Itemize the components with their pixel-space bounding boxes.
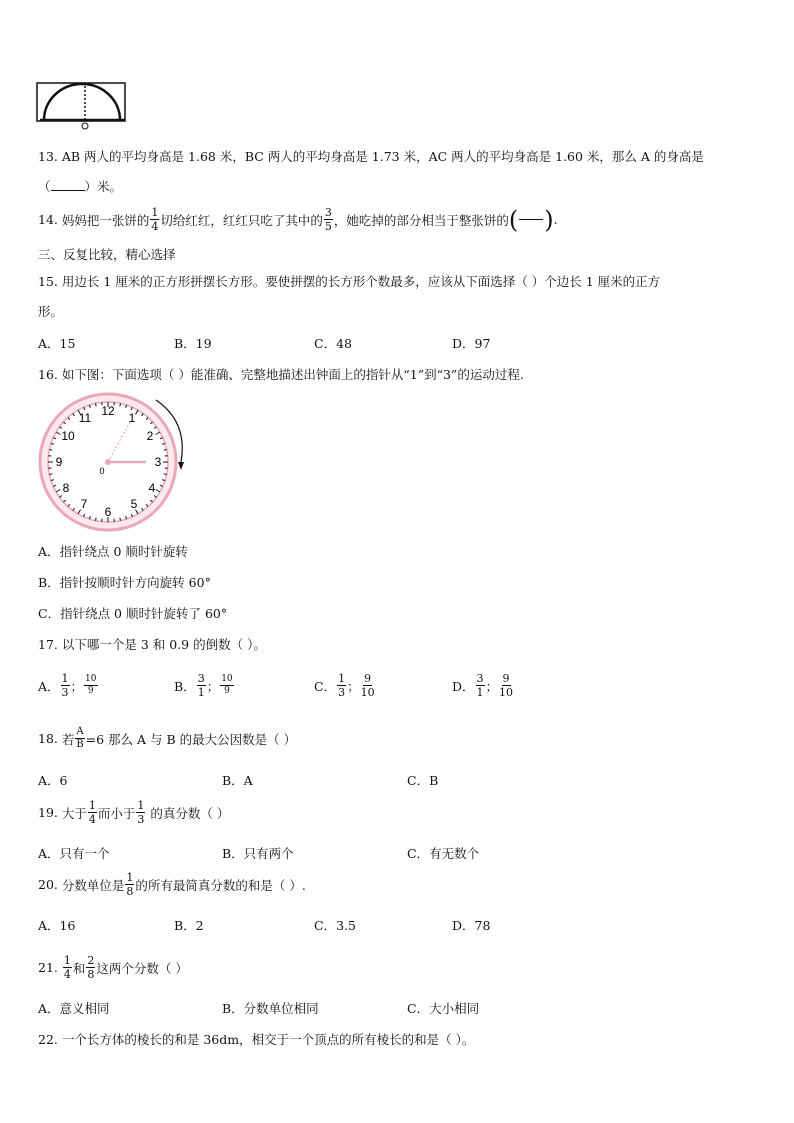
q19-option-c[interactable]: C．有无数个 — [407, 846, 480, 861]
q19-number: 19. — [38, 805, 58, 820]
q13-answer-blank[interactable] — [51, 180, 85, 191]
clock-num-12: 12 — [101, 404, 115, 418]
question-20: 20. 分数单位是 $\frac{1}{8}$ 的所有最简真分数的和是（ ）. — [38, 871, 306, 898]
q17-number: 17. — [38, 637, 58, 652]
q14-answer-blank[interactable]: ( ) — [508, 205, 554, 234]
q17-option-c[interactable]: C． $\frac{1}{3}$ ； $\frac{9}{10}$ — [314, 672, 375, 699]
section-3-heading: 三、反复比较，精心选择 — [38, 247, 176, 262]
q15-option-d[interactable]: D．97 — [452, 336, 491, 351]
q18-fraction: $\frac{A}{B}$ — [76, 726, 84, 750]
q14-text-3: ，她吃掉的部分相当于整张饼的 — [333, 212, 509, 228]
clock-tick — [120, 518, 121, 521]
q20-option-a[interactable]: A．16 — [38, 918, 76, 933]
clock-num-9: 9 — [55, 455, 63, 469]
q21-option-b[interactable]: B．分数单位相同 — [222, 1001, 319, 1016]
q15-option-a[interactable]: A．15 — [38, 336, 76, 351]
clock-num-7: 7 — [80, 497, 88, 511]
question-21: 21. $\frac{1}{4}$ 和 $\frac{2}{8}$ 这两个分数（ ） — [38, 954, 188, 981]
q17-option-b[interactable]: B． $\frac{3}{1}$ ； $\frac{10}{9}$ — [174, 672, 233, 699]
q16-text: 如下图：下面选项（ ）能准确、完整地描述出钟面上的指针从“1”到“3”的运动过程. — [61, 367, 524, 382]
q20-option-c[interactable]: C．3.5 — [314, 918, 356, 933]
q20-number: 20. — [38, 877, 58, 892]
question-22 — [38, 1030, 474, 1048]
question-14 — [38, 207, 558, 232]
clock-tick — [49, 450, 52, 451]
clock-figure — [38, 392, 188, 532]
question-17 — [38, 635, 266, 653]
clock-num-10: 10 — [61, 429, 75, 443]
q16-number: 16. — [38, 367, 58, 382]
clock-num-2: 2 — [146, 429, 154, 443]
q16-option-b[interactable]: B．指针按顺时针方向旋转 60° — [38, 575, 211, 590]
q17-option-a[interactable]: A． $\frac{1}{3}$ ； $\frac{10}{9}$ — [38, 672, 97, 699]
q20-option-b[interactable]: B．2 — [174, 918, 204, 933]
q21-option-c[interactable]: C．大小相同 — [407, 1001, 480, 1016]
q13-number: 13. — [38, 149, 58, 164]
q19-fraction-2: $\frac{1}{3}$ — [137, 799, 145, 826]
q22-number: 22. — [38, 1032, 58, 1047]
q18-number: 18. — [38, 731, 58, 746]
clock-tick — [96, 403, 97, 406]
q20-option-d[interactable]: D．78 — [452, 918, 491, 933]
q15-option-c[interactable]: C．48 — [314, 336, 352, 351]
q19-fraction-1: $\frac{1}{4}$ — [88, 799, 96, 826]
q13-text: AB 两人的平均身高是 1.68 米，BC 两人的平均身高是 1.73 米，AC 两人的平均身高是 1.60 米，那么 A 的身高是 — [61, 149, 704, 164]
clock-num-5: 5 — [130, 497, 138, 511]
q18-option-c[interactable]: C．B — [407, 773, 439, 788]
clock-tick — [164, 450, 167, 451]
clock-tick — [120, 403, 121, 406]
q19-option-b[interactable]: B．只有两个 — [222, 846, 294, 861]
q14-text-2: 切给红红，红红只吃了其中的 — [160, 212, 323, 228]
q14-number: 14. — [38, 212, 58, 227]
clock-center-label: 0 — [99, 466, 105, 476]
q21-number: 21. — [38, 960, 58, 975]
q14-text-1: 妈妈把一张饼的 — [61, 212, 150, 228]
q22-text: 一个长方体的棱长的和是 36dm，相交于一个顶点的所有棱长的和是（ ）。 — [61, 1032, 475, 1047]
question-15-line2: 形。 — [38, 304, 64, 319]
clock-num-1: 1 — [128, 411, 136, 425]
q17-text: 以下哪一个是 3 和 0.9 的倒数（ ）。 — [61, 637, 266, 652]
q15-number: 15. — [38, 274, 58, 289]
question-18: 18. 若 $\frac{A}{B}$ =6 那么 A 与 B 的最大公因数是（ ） — [38, 726, 297, 750]
q13-close: ）米。 — [84, 179, 123, 194]
q14-fraction-1: $\frac{1}{4}$ — [151, 206, 159, 233]
clock-num-6: 6 — [104, 505, 112, 519]
question-16 — [38, 365, 524, 383]
question-19: 19. 大于 $\frac{1}{4}$ 而小于 $\frac{1}{3}$ 的真分数（ ） — [38, 799, 230, 826]
clock-num-8: 8 — [62, 481, 70, 495]
q16-option-a[interactable]: A．指针绕点 0 顺时针旋转 — [38, 544, 188, 559]
q19-option-a[interactable]: A．只有一个 — [38, 846, 110, 861]
q16-option-c[interactable]: C．指针绕点 0 顺时针旋转了 60° — [38, 606, 228, 621]
semicircle-figure — [36, 80, 128, 132]
q21-fraction-2: $\frac{2}{8}$ — [87, 954, 95, 981]
clock-tick — [164, 474, 167, 475]
clock-num-11: 11 — [78, 411, 92, 425]
clock-num-4: 4 — [148, 481, 156, 495]
q15-option-b[interactable]: B．19 — [174, 336, 212, 351]
q14-end: . — [553, 212, 558, 227]
clock-num-3: 3 — [154, 455, 162, 469]
question-13-answer — [38, 177, 122, 195]
question-15 — [38, 272, 660, 290]
q21-fraction-1: $\frac{1}{4}$ — [63, 954, 71, 981]
q13-open-paren: （ — [38, 179, 51, 194]
q21-option-a[interactable]: A．意义相同 — [38, 1001, 110, 1016]
q20-fraction: $\frac{1}{8}$ — [126, 871, 134, 898]
q17-option-d[interactable]: D． $\frac{3}{1}$ ； $\frac{9}{10}$ — [452, 672, 514, 699]
q18-option-b[interactable]: B．A — [222, 773, 253, 788]
q14-fraction-2: $\frac{3}{5}$ — [324, 206, 332, 233]
q18-option-a[interactable]: A．6 — [38, 773, 68, 788]
clock-tick — [49, 474, 52, 475]
clock-tick — [96, 518, 97, 521]
q15-text: 用边长 1 厘米的正方形拼摆长方形。要使拼摆的长方形个数最多，应该从下面选择（ ）个边长 1 厘米的正方 — [61, 274, 661, 289]
question-13 — [38, 147, 704, 165]
